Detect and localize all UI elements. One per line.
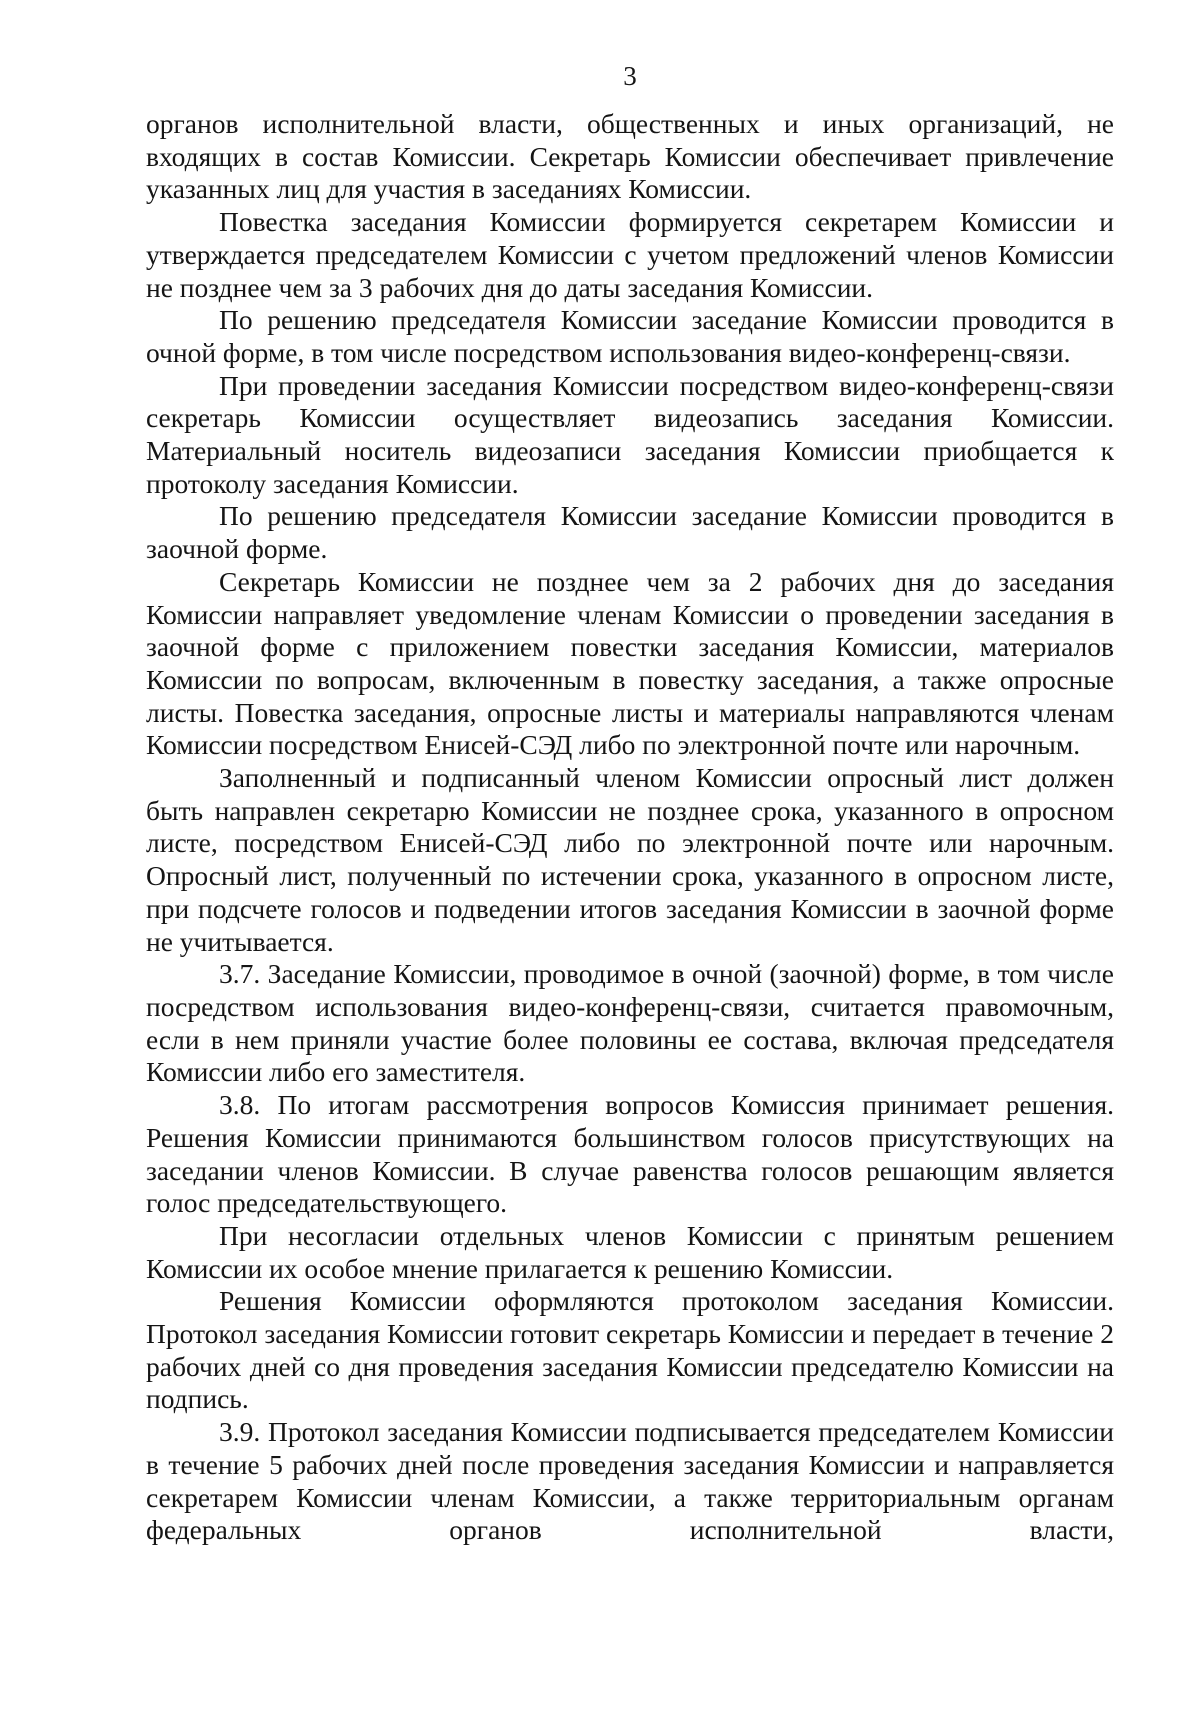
paragraph-questionnaire: Заполненный и подписанный членом Комиссии опросный лист должен быть направлен секретарю Комиссии не позднее срока, указанного в опросном листе, посредством Енисей-СЭД либо по электронной почте или нарочным. Опросный лист, полученный по истечении срока, указанного в опросном листе, при подсчете голосов и подведении итогов заседания Комиссии в заочной форме не учитывается. <box>146 762 1114 957</box>
paragraph-in-person-form: По решению председателя Комиссии заседание Комиссии проводится в очной форме, в том числе посредством использования видео-конференц-связи. <box>146 304 1114 368</box>
paragraph-absentee-form: По решению председателя Комиссии заседание Комиссии проводится в заочной форме. <box>146 500 1114 565</box>
paragraph-section-3-8: 3.8. По итогам рассмотрения вопросов Комиссия принимает решения. Решения Комиссии принимаются большинством голосов присутствующих на заседании членов Комиссии. В случае равенства голосов решающим является голос председательствующего. <box>146 1089 1114 1219</box>
page-number: 3 <box>623 61 637 91</box>
paragraph-section-3-7: 3.7. Заседание Комиссии, проводимое в очной (заочной) форме, в том числе посредством использования видео-конференц-связи, считается правомочным, если в нем приняли участие более половины ее состава, включая председателя Комиссии либо его заместителя. <box>146 958 1114 1088</box>
paragraph-section-3-9: 3.9. Протокол заседания Комиссии подписывается председателем Комиссии в течение 5 рабочих дней после проведения заседания Комиссии и направляется секретарем Комиссии членам Комиссии, а также территориальным органам федеральных органов исполнительной власти, <box>146 1416 1114 1546</box>
paragraph-video-recording: При проведении заседания Комиссии посредством видео-конференц-связи секретарь Комиссии осуществляет видеозапись заседания Комиссии. Материальный носитель видеозаписи заседания Комиссии приобщается к протоколу заседания Комиссии. <box>146 369 1114 499</box>
paragraph-continuation: органов исполнительной власти, общественных и иных организаций, не входящих в состав Комиссии. Секретарь Комиссии обеспечивает привлечение указанных лиц для участия в заседаниях Комиссии. <box>146 108 1114 205</box>
document-body <box>146 108 1114 1547</box>
paragraph-notification: Секретарь Комиссии не позднее чем за 2 рабочих дня до заседания Комиссии направляет уведомление членам Комиссии о проведении заседания в заочной форме с приложением повестки заседания Комиссии, материалов Комиссии по вопросам, включенным в повестку заседания, а также опросные листы. Повестка заседания, опросные листы и материалы направляются членам Комиссии посредством Енисей-СЭД либо по электронной почте или нарочным. <box>146 565 1114 761</box>
paragraph-agenda: Повестка заседания Комиссии формируется секретарем Комиссии и утверждается председателем Комиссии с учетом предложений членов Комиссии не позднее чем за 3 рабочих дня до даты заседания Комиссии. <box>146 206 1114 303</box>
paragraph-protocol: Решения Комиссии оформляются протоколом заседания Комиссии. Протокол заседания Комиссии готовит секретарь Комиссии и передает в течение 2 рабочих дней со дня проведения заседания Комиссии председателю Комиссии на подпись. <box>146 1285 1114 1415</box>
paragraph-dissent: При несогласии отдельных членов Комиссии с принятым решением Комиссии их особое мнение прилагается к решению Комиссии. <box>146 1219 1114 1284</box>
